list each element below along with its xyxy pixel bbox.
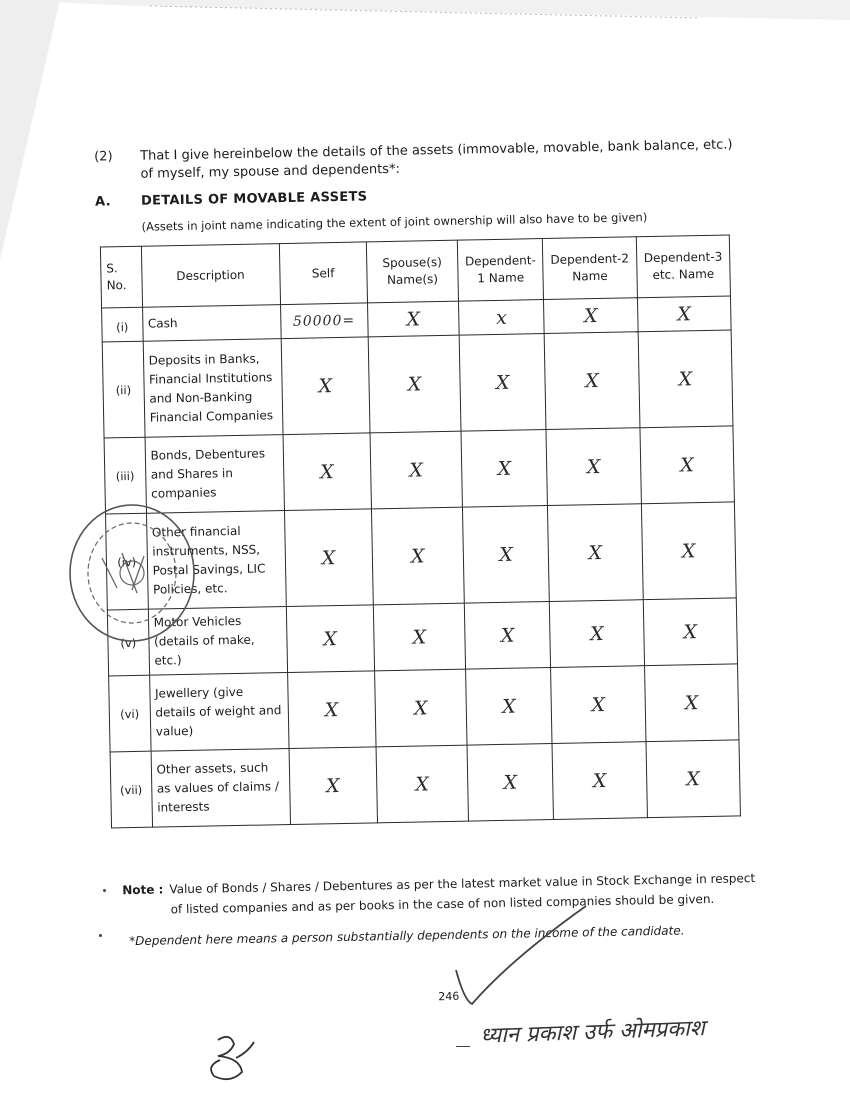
cell-dependent-3: X [643,598,738,666]
initials-scribble-icon [200,1030,260,1085]
cell-dependent-1: X [464,601,550,669]
cell-self: X [284,509,373,607]
cell-dependent-3: X [640,426,735,504]
cell-self: X [281,337,370,435]
dependent-footnote: *Dependent here means a person substantially dependents on the income of the candidate. [129,923,685,949]
intro-text: That I give hereinbelow the details of the assets (immovable, movable, bank balance, etc.) of myself, my spouse and dependents*: [140,137,733,182]
row-sno: (v) [107,609,149,676]
cell-self: X [289,747,378,825]
header-sno: S. No. [100,246,142,308]
row-description: Deposits in Banks, Financial Institutions and Non-Banking Financial Companies [143,339,283,438]
cell-self: 50000= [280,303,368,339]
cell-dependent-2: X [551,666,646,744]
cell-dependent-2: X [550,600,645,668]
cell-dependent-1: X [461,430,548,508]
table-row [102,330,733,438]
cell-dependent-3: X [641,502,736,600]
cell-spouse: X [371,507,464,605]
header-self: Self [279,242,367,305]
row-sno: (vii) [110,751,152,828]
bullet-dot [103,889,106,892]
intro-number: (2) [94,149,113,165]
check-mark-icon [450,900,590,1010]
section-title: DETAILS OF MOVABLE ASSETS [140,189,368,209]
section-subtitle: (Assets in joint name indicating the extent of joint ownership will also have to be given) [141,210,648,234]
cell-dependent-3: X [638,330,733,428]
row-sno: (ii) [102,341,144,438]
header-dependent-2: Dependent-2 Name [543,237,637,300]
note-label: Note : [122,882,164,898]
row-description: Motor Vehicles (details of make, etc.) [148,607,287,676]
candidate-signature: ध्यान प्रकाश उर्फ ओमप्रकाश [479,1016,706,1049]
cell-spouse: X [376,745,469,823]
cell-dependent-1: X [467,743,554,821]
header-dependent-3: Dependent-3 etc. Name [636,235,731,298]
cell-dependent-3: X [646,740,741,818]
cell-dependent-2: X [552,742,647,820]
row-description: Jewellery (give details of weight and value) [149,673,288,752]
note-line-2: of listed companies and as per books in the case of non listed companies should be given. [170,891,715,917]
cell-self: X [287,671,376,749]
row-description: Bonds, Debentures and Shares in companies [145,435,284,514]
cell-dependent-1: X [463,506,550,604]
cell-dependent-1: X [459,334,546,432]
cell-dependent-1: x [459,300,545,336]
cell-self: X [283,433,372,511]
row-sno: (iv) [106,513,148,610]
cell-spouse: X [370,431,463,509]
header-spouse: Spouse(s) Name(s) [366,240,458,303]
official-stamp-icon [62,498,202,648]
row-description: Other financial instruments, NSS, Postal Savings, LIC Policies, etc. [146,511,286,610]
cell-dependent-3: X [644,664,739,742]
cell-spouse: X [367,301,459,337]
cell-spouse: X [373,603,466,671]
table-row [109,664,739,752]
cell-self: X [286,605,374,673]
signature-dash [456,1046,470,1047]
header-description: Description [141,244,280,308]
cell-dependent-2: X [544,298,638,334]
bullet-dot [99,934,102,937]
section-label: A. [94,194,112,210]
cell-dependent-1: X [466,667,553,745]
cell-dependent-2: X [546,428,641,506]
table-row [110,740,740,828]
note-line-1: Value of Bonds / Shares / Debentures as per the latest market value in Stock Exchange in respect [169,871,756,897]
header-dependent-1: Dependent-1 Name [457,239,543,302]
row-description: Cash [142,305,281,342]
row-sno: (iii) [104,437,146,514]
cell-spouse: X [368,335,461,433]
note-paragraph [122,868,763,920]
row-sno: (vi) [109,675,151,752]
page-number: 246 [438,989,460,1004]
cell-spouse: X [374,669,467,747]
cell-dependent-3: X [637,296,731,332]
cell-dependent-2: X [548,504,643,602]
intro-paragraph [88,136,738,182]
cell-dependent-2: X [544,332,639,430]
row-sno: (i) [102,307,143,342]
row-description: Other assets, such as values of claims / interests [151,749,290,828]
